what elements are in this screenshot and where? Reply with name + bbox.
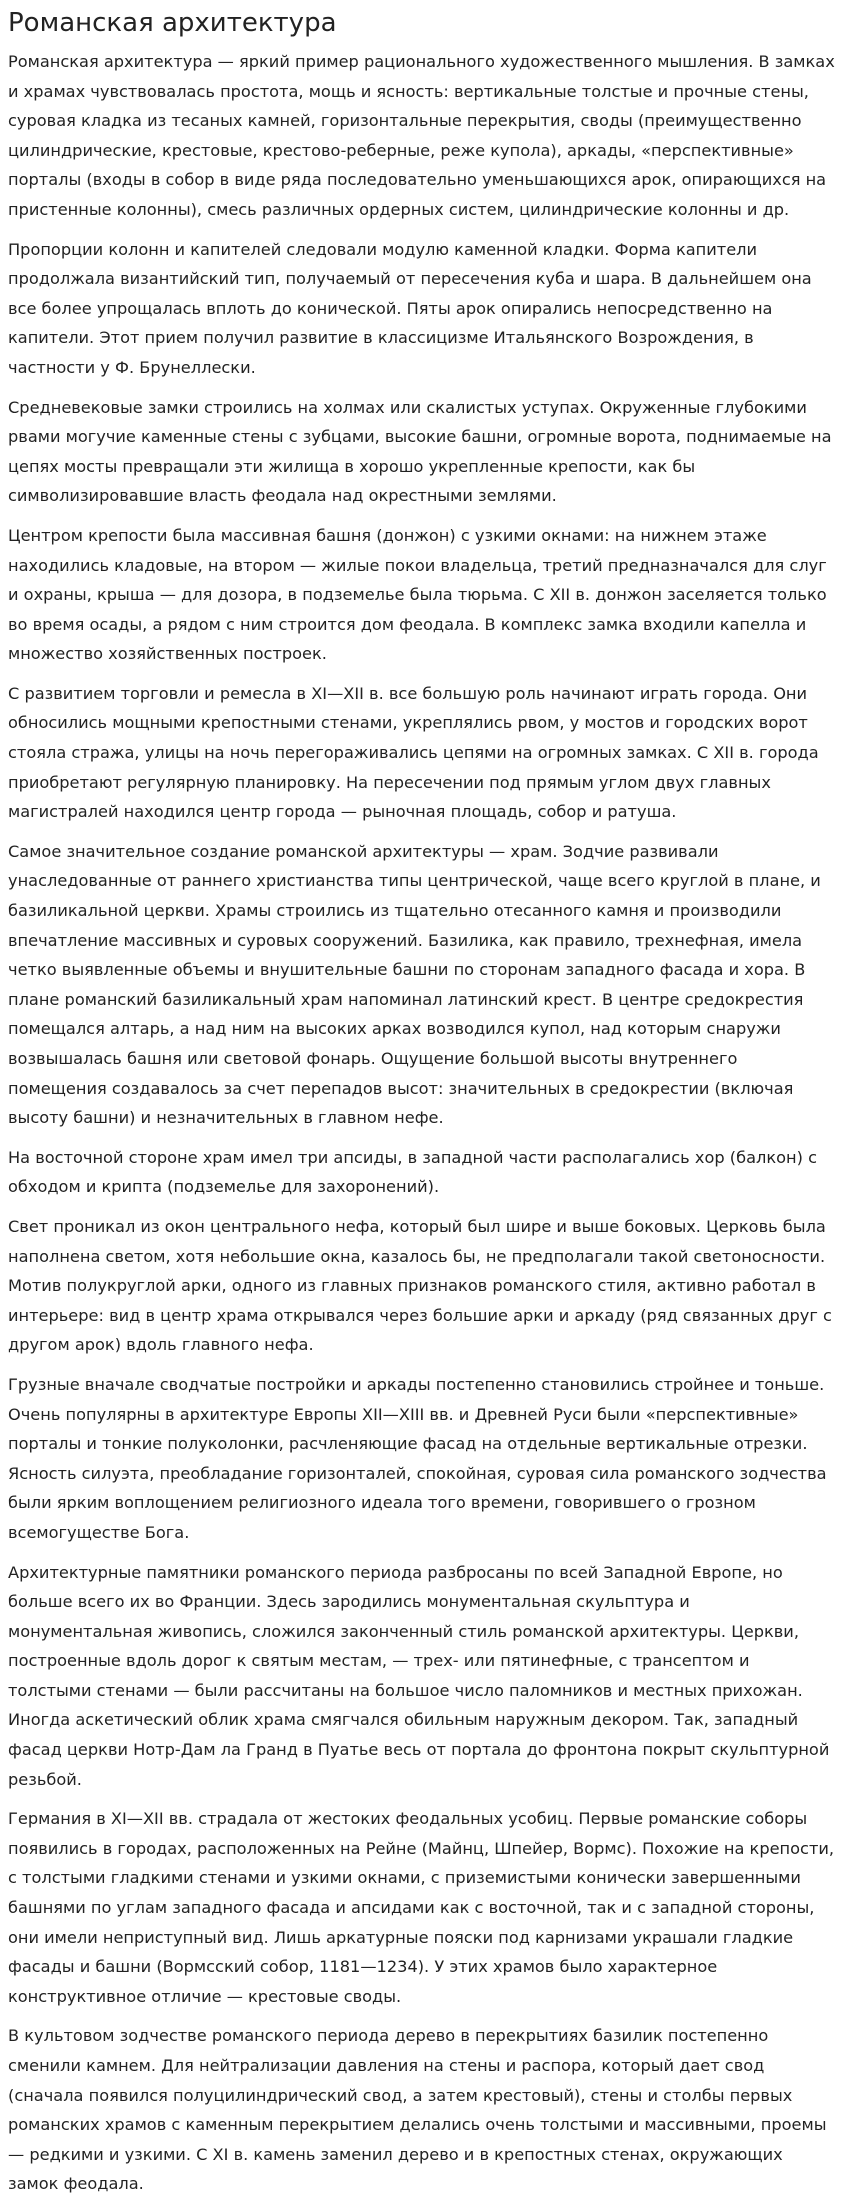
paragraph: Германия в XI—XII вв. страдала от жестоких феодальных усобиц. Первые романские соборы появились в городах, расположенных на Рейне (Майнц, Шпейер, Вормс). Похожие на крепости, с толстыми гладкими стенами и узкими окнами, с приземистыми конически завершенными башнями по углам западного фасада и апсидами как с восточной, так и с западной стороны, они имели неприступный вид. Лишь аркатурные пояски под карнизами украшали гладкие фасады и башни (Вормсский собор, 1181—1234). У этих храмов было характерное конструктивное отличие — крестовые своды. bbox=[8, 1809, 835, 2006]
paragraph: Средневековые замки строились на холмах или скалистых уступах. Окруженные глубокими рвами могучие каменные стены с зубцами, высокие башни, огромные ворота, поднимаемые на цепях мосты превращали эти жилища в хорошо укрепленные крепости, как бы символизировавшие власть феодала над окрестными землями. bbox=[8, 397, 832, 506]
paragraph: Свет проникал из окон центрального нефа, который был шире и выше боковых. Церковь была наполнена светом, хотя небольшие окна, казалось бы, не предполагали такой светоносности. Мотив полукруглой арки, одного из главных признаков романского стиля, активно работал в интерьере: вид в центр храма открывался через большие арки и аркаду (ряд связанных друг с другом арок) вдоль главного нефа. bbox=[8, 1216, 832, 1355]
paragraph: Самое значительное создание романской архитектуры — храм. Зодчие развивали унаследованные от раннего христианства типы центрической, чаще всего круглой в плане, и базиликальной церкви. Храмы строились из тщательно отесанного камня и производили впечатление массивных и суровых сооружений. Базилика, как правило, трехнефная, имела четко выявленные объемы и внушительные башни по сторонам западного фасада и хора. В плане романский базиликальный храм напоминал латинский крест. В центре средокрестия помещался алтарь, а над ним на высоких арках возводился купол, над которым снаружи возвышалась башня или световой фонарь. Ощущение большой высоты внутреннего помещения создавалось за счет перепадов высот: значительных в средокрестии (включая высоту башни) и незначительных в главном нефе. bbox=[8, 841, 821, 1128]
paragraph: Пропорции колонн и капителей следовали модулю каменной кладки. Форма капители продолжала византийский тип, получаемый от пересечения куба и шара. В дальнейшем она все более упрощалась вплоть до конической. Пяты арок опирались непосредственно на капители. Этот прием получил развитие в классицизме Итальянского Возрождения, в частности у Ф. Брунеллески. bbox=[8, 239, 812, 377]
paragraph: С развитием торговли и ремесла в XI—XII в. все большую роль начинают играть города. Они обносились мощными крепостными стенами, укреплялись рвом, у мостов и городских ворот стояла стража, улицы на ночь перегораживались цепями на огромных замках. С XII в. города приобретают регулярную планировку. На пересечении под прямым углом двух главных магистралей находился центр города — рыночная площадь, собор и ратуша. bbox=[8, 683, 819, 822]
paragraph: Романская архитектура — яркий пример рационального художественного мышления. В замках и храмах чувствовалась простота, мощь и ясность: вертикальные толстые и прочные стены, суровая кладка из тесаных камней, горизонтальные перекрытия, своды (преимущественно цилиндрические, крестовые, крестово-реберные, реже купола), аркады, «перспективные» порталы (входы в собор в виде ряда последовательно уменьшающихся арок, опирающихся на пристенные колонны), смесь различных ордерных систем, цилиндрические колонны и др. bbox=[8, 52, 835, 219]
page-title: Романская архитектура bbox=[8, 8, 337, 38]
paragraph: Центром крепости была массивная башня (донжон) с узкими окнами: на нижнем этаже находились кладовые, на втором — жилые покои владельца, третий предназначался для слуг и охраны, крыша — для дозора, в подземелье была тюрьма. С XII в. донжон заселяется только во время осады, а рядом с ним строится дом феодала. В комплекс замка входили капелла и множество хозяйственных построек. bbox=[8, 525, 827, 664]
paragraph: В культовом зодчестве романского периода дерево в перекрытиях базилик постепенно сменили камнем. Для нейтрализации давления на стены и распора, который дает свод (сначала появился полуцилиндрический свод, а затем крестовый), стены и столбы первых романских храмов с каменным перекрытием делались очень толстыми и массивными, проемы — редкими и узкими. С XI в. камень заменил дерево и в крепостных стенах, окружающих замок феодала. bbox=[8, 2026, 827, 2194]
paragraph: На восточной стороне храм имел три апсиды, в западной части располагались хор (балкон) с обходом и крипта (подземелье для захоронений). bbox=[8, 1147, 817, 1197]
article-body bbox=[8, 47, 838, 2199]
paragraph: Архитектурные памятники романского периода разбросаны по всей Западной Европе, но больше всего их во Франции. Здесь зародились монументальная скульптура и монументальная живопись, сложился законченный стиль романской архитектуры. Церкви, построенные вдоль дорог к святым местам, — трех- или пятинефные, с трансептом и толстыми стенами — были рассчитаны на большое число паломников и местных прихожан. Иногда аскетический облик храма смягчался обильным наружным декором. Так, западный фасад церкви Нотр-Дам ла Гранд в Пуатье весь от портала до фронтона покрыт скульптурной резьбой. bbox=[8, 1562, 830, 1789]
paragraph: Грузные вначале сводчатые постройки и аркады постепенно становились стройнее и тоньше. Очень популярны в архитектуре Европы XII—XIII вв. и Древней Руси были «перспективные» порталы и тонкие полуколонки, расчленяющие фасад на отдельные вертикальные отрезки. Ясность силуэта, преобладание горизонталей, спокойная, суровая сила романского зодчества были ярким воплощением религиозного идеала того времени, говорившего о грозном всемогуществе Бога. bbox=[8, 1374, 827, 1542]
